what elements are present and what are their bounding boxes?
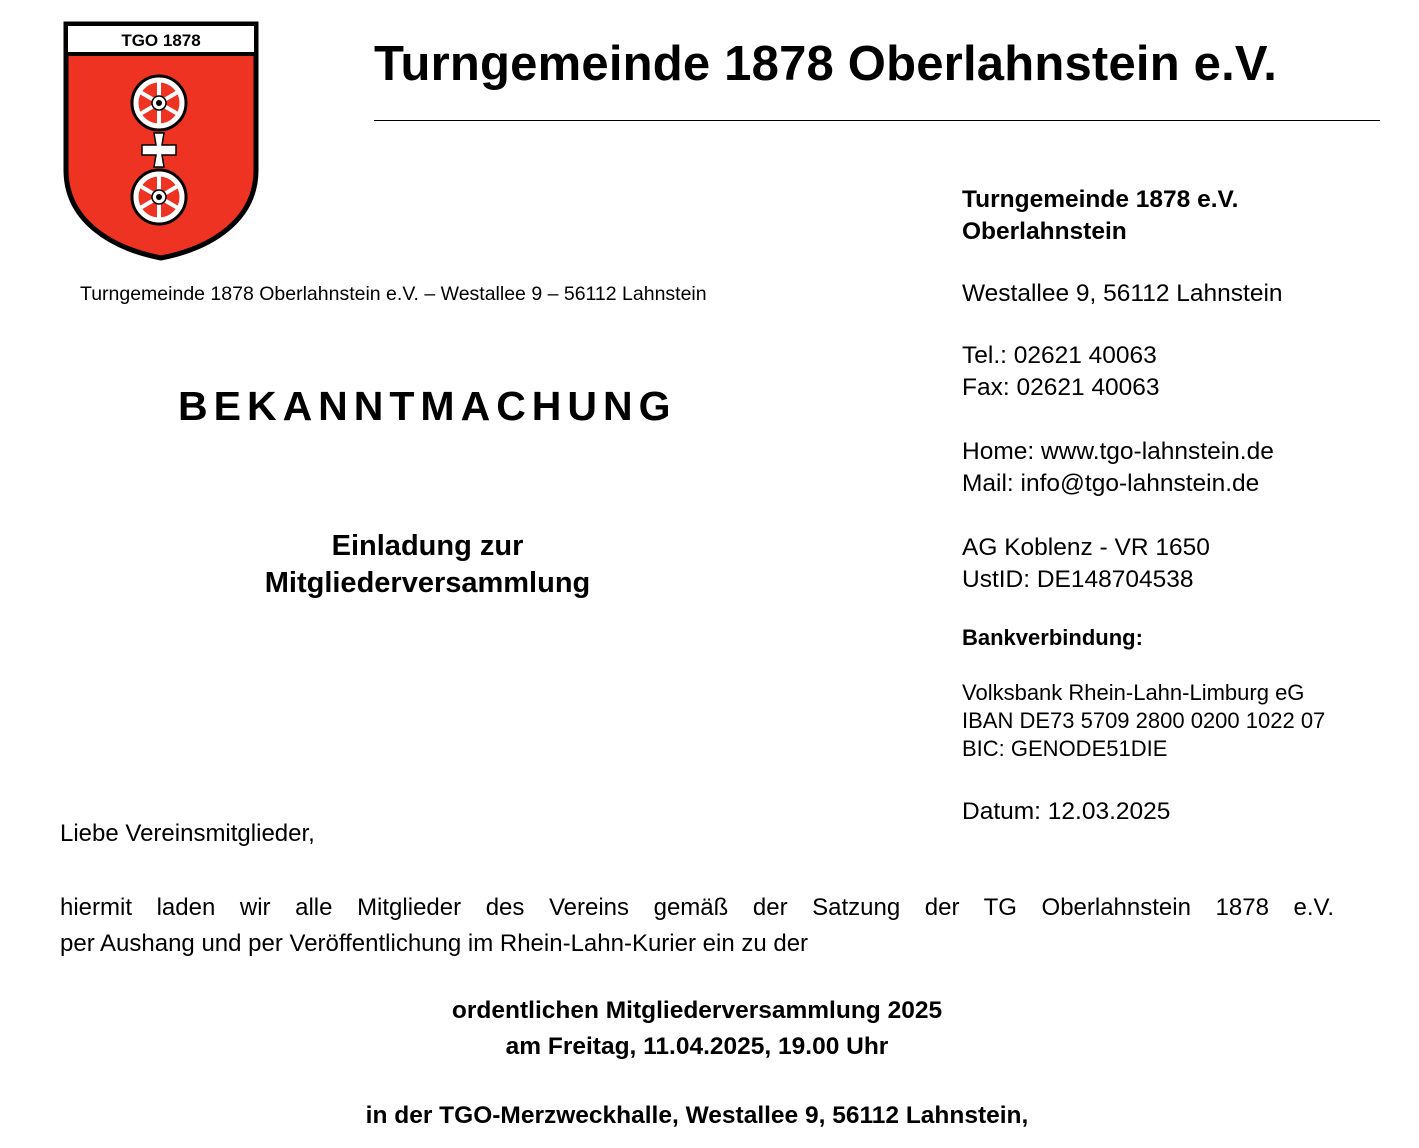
sidebar-registration xyxy=(962,532,1210,596)
title-divider xyxy=(374,120,1380,121)
sidebar-fax: Fax: 02621 40063 xyxy=(962,374,1160,401)
subheading-line-2: Mitgliederversammlung xyxy=(264,567,591,599)
page-title: Turngemeinde 1878 Oberlahnstein e.V. xyxy=(374,37,1278,91)
salutation: Liebe Vereinsmitglieder, xyxy=(60,820,315,847)
sidebar-register: AG Koblenz - VR 1650 xyxy=(962,534,1210,561)
tgo-crest-logo xyxy=(62,20,260,262)
sidebar-iban: IBAN DE73 5709 2800 0200 1022 07 xyxy=(962,708,1326,733)
sidebar-home: Home: www.tgo-lahnstein.de xyxy=(962,438,1274,465)
intro-line-2: per Aushang und per Veröffentlichung im Rhein-Lahn-Kurier ein zu der xyxy=(60,930,809,957)
sidebar-date: Datum: 12.03.2025 xyxy=(962,798,1171,825)
event-date: am Freitag, 11.04.2025, 19.00 Uhr xyxy=(505,1033,889,1060)
sidebar-phone-fax xyxy=(962,340,1160,404)
sidebar-phone: Tel.: 02621 40063 xyxy=(962,342,1157,369)
sidebar-mail: Mail: info@tgo-lahnstein.de xyxy=(962,470,1260,497)
intro-paragraph xyxy=(60,890,1334,962)
intro-line-1: hiermit laden wir alle Mitglieder des Vereins gemäß der Satzung der TG Oberlahnstein 1878 e.V. xyxy=(60,894,1334,921)
invitation-subheading xyxy=(200,528,655,602)
event-location: in der TGO-Merzweckhalle, Westallee 9, 56112 Lahnstein, xyxy=(365,1102,1029,1129)
sender-address-line: Turngemeinde 1878 Oberlahnstein e.V. – Westallee 9 – 56112 Lahnstein xyxy=(80,283,707,305)
sidebar-org-name xyxy=(962,184,1238,248)
sidebar-org-name-line-2: Oberlahnstein xyxy=(962,218,1127,245)
crest-label: TGO 1878 xyxy=(121,31,201,50)
announcement-heading: BEKANNTMACHUNG xyxy=(178,383,677,429)
sidebar-bank-label: Bankverbindung: xyxy=(962,625,1143,650)
sidebar-bank-name: Volksbank Rhein-Lahn-Limburg eG xyxy=(962,680,1305,705)
sidebar-address: Westallee 9, 56112 Lahnstein xyxy=(962,280,1283,307)
sidebar-org-name-line-1: Turngemeinde 1878 e.V. xyxy=(962,186,1239,213)
sidebar-bank-details xyxy=(962,679,1325,763)
sidebar-ust-id: UstID: DE148704538 xyxy=(962,566,1194,593)
event-details xyxy=(0,993,1394,1065)
subheading-line-1: Einladung zur xyxy=(331,530,524,562)
sidebar-bic: BIC: GENODE51DIE xyxy=(962,736,1168,761)
sidebar-web xyxy=(962,436,1274,500)
event-title: ordentlichen Mitgliederversammlung 2025 xyxy=(451,997,943,1024)
